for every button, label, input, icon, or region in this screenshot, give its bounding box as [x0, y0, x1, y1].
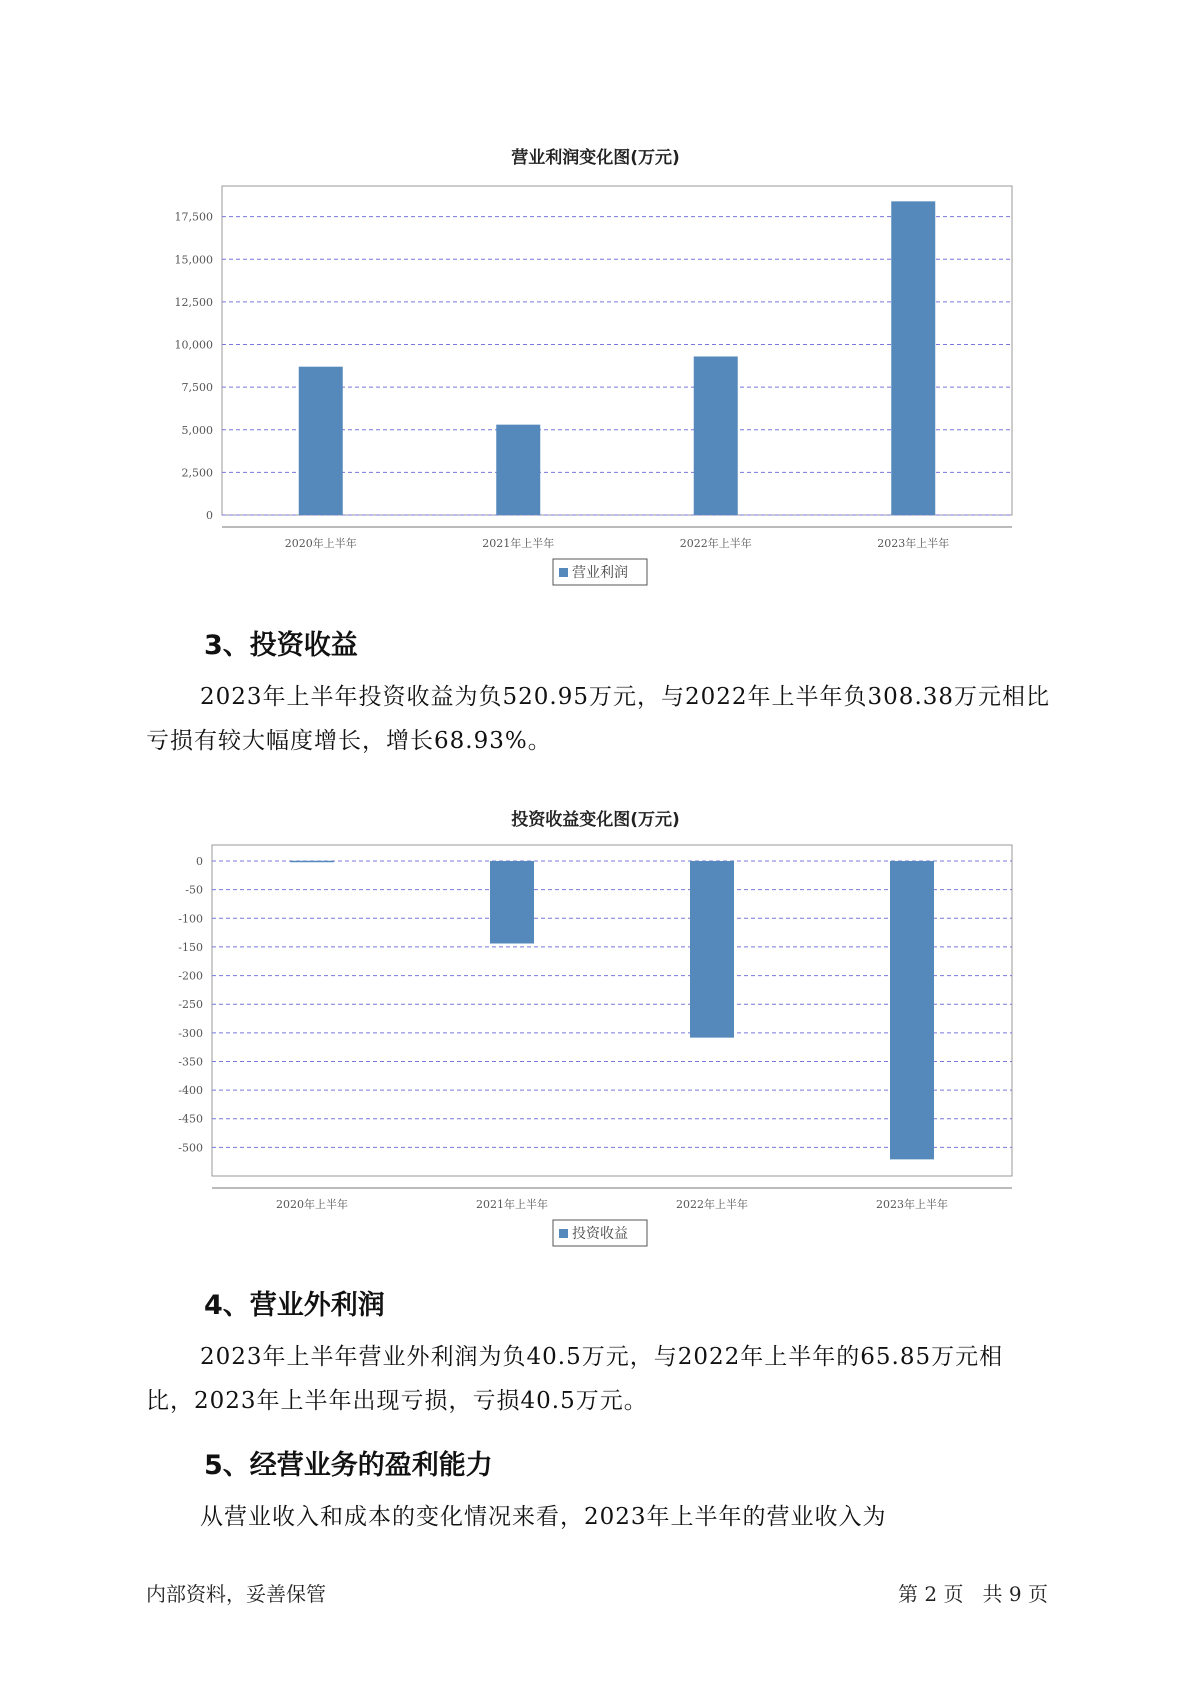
bar: [891, 201, 935, 515]
bar: [290, 861, 334, 863]
footer-right: 第 2 页 共 9 页: [898, 1582, 1048, 1606]
section-3-heading: 3、投资收益: [204, 630, 358, 661]
section-5-heading: 5、经营业务的盈利能力: [204, 1450, 493, 1481]
y-tick-label: 5,000: [181, 423, 213, 437]
legend-swatch: [559, 568, 568, 577]
y-tick-label: 0: [196, 855, 203, 869]
x-tick-label: 2023年上半年: [876, 1198, 948, 1211]
y-tick-label: 10,000: [174, 338, 213, 352]
x-tick-label: 2023年上半年: [877, 537, 950, 550]
y-tick-label: -400: [178, 1084, 203, 1098]
y-tick-label: -450: [178, 1112, 203, 1126]
section-3-paragraph: 2023年上半年投资收益为负520.95万元，与2022年上半年负308.38万元相比亏损有较大幅度增长，增长68.93%。: [146, 684, 1051, 754]
y-tick-label: -150: [178, 940, 203, 954]
y-tick-label: -300: [178, 1026, 203, 1040]
legend-label: 投资收益: [572, 1226, 628, 1242]
operating-profit-chart: [0, 170, 1191, 610]
footer-left: 内部资料，妥善保管: [146, 1582, 326, 1606]
y-tick-label: 17,500: [174, 210, 213, 224]
bar: [890, 861, 934, 1159]
section-5-paragraph: 从营业收入和成本的变化情况来看，2023年上半年的营业收入为: [200, 1504, 887, 1530]
y-tick-label: -500: [178, 1141, 203, 1155]
x-tick-label: 2021年上半年: [482, 537, 555, 550]
y-tick-label: 0: [206, 509, 213, 522]
y-tick-label: -200: [178, 969, 203, 983]
y-tick-label: -250: [178, 998, 203, 1012]
bar: [694, 356, 738, 515]
y-tick-label: 7,500: [181, 381, 213, 395]
bar: [690, 861, 734, 1038]
x-tick-label: 2021年上半年: [476, 1198, 548, 1211]
x-tick-label: 2020年上半年: [276, 1198, 348, 1211]
y-tick-label: -100: [178, 912, 203, 926]
section-4-heading: 4、营业外利润: [204, 1290, 385, 1321]
bar: [299, 367, 343, 515]
chart2-title: 投资收益变化图(万元): [511, 810, 680, 830]
section-4-paragraph: 2023年上半年营业外利润为负40.5万元，与2022年上半年的65.85万元相比，2023年上半年出现亏损，亏损40.5万元。: [146, 1344, 1004, 1414]
y-tick-label: 15,000: [174, 253, 213, 267]
legend-label: 营业利润: [572, 565, 628, 581]
x-tick-label: 2022年上半年: [676, 1198, 748, 1211]
y-tick-label: 2,500: [181, 466, 213, 480]
legend-swatch: [559, 1229, 568, 1238]
bar: [496, 425, 540, 515]
chart1-title: 营业利润变化图(万元): [511, 148, 680, 168]
y-tick-label: -50: [185, 883, 203, 897]
bar: [490, 861, 534, 943]
investment-income-chart: [0, 830, 1191, 1250]
x-tick-label: 2022年上半年: [679, 537, 752, 550]
x-tick-label: 2020年上半年: [284, 537, 357, 550]
y-tick-label: -350: [178, 1055, 203, 1069]
y-tick-label: 12,500: [174, 295, 213, 309]
